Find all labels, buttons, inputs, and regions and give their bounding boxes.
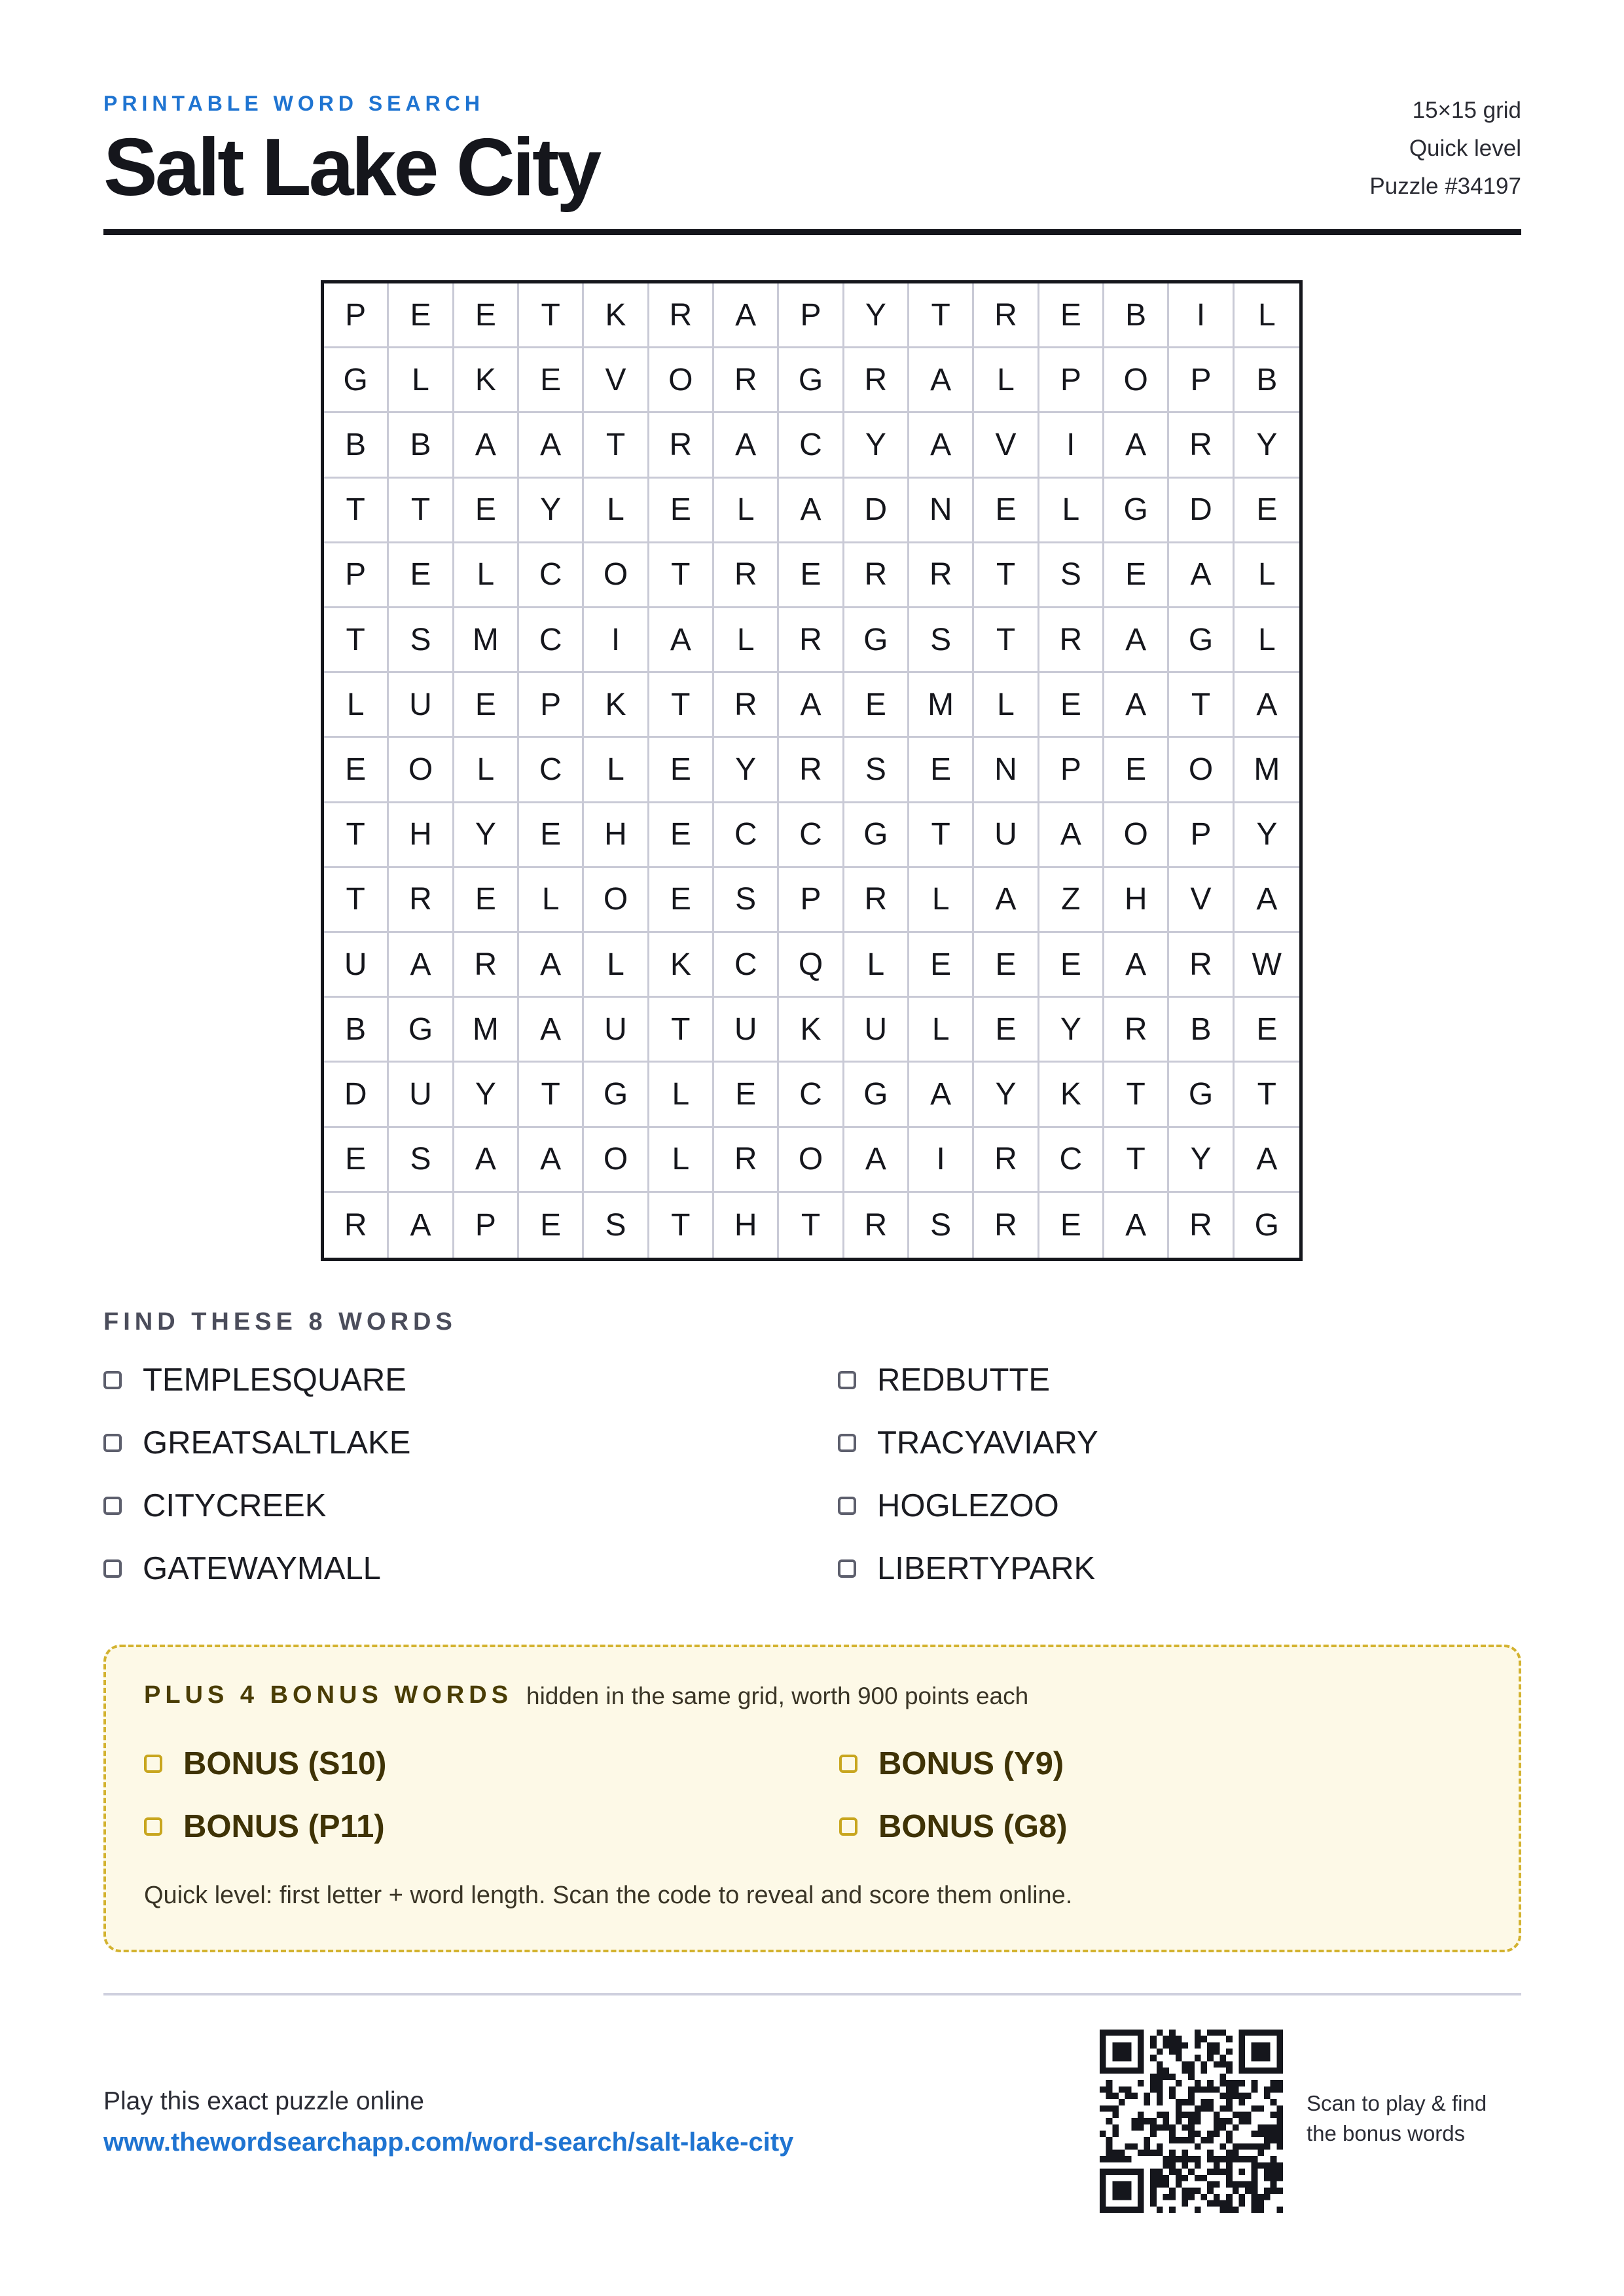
grid-cell[interactable]: B	[1104, 283, 1169, 348]
grid-cell[interactable]: A	[389, 1193, 454, 1258]
level-label: Quick level	[1409, 136, 1521, 161]
page-title: Salt Lake City	[103, 122, 600, 213]
grid-cell[interactable]: U	[584, 998, 649, 1063]
grid-cell[interactable]: D	[1169, 479, 1234, 543]
grid-cell[interactable]: E	[649, 479, 714, 543]
grid-cell[interactable]: S	[909, 608, 974, 673]
grid-cell[interactable]: A	[1104, 673, 1169, 738]
grid-cell[interactable]: L	[454, 543, 519, 608]
grid-cell[interactable]: G	[389, 998, 454, 1063]
grid-cell[interactable]: I	[1039, 413, 1104, 478]
grid-cell[interactable]: K	[584, 283, 649, 348]
grid-cell[interactable]: Z	[1039, 868, 1104, 933]
qr-caption	[1307, 2088, 1487, 2149]
grid-cell[interactable]: A	[389, 933, 454, 998]
grid-cell[interactable]: E	[1039, 673, 1104, 738]
word-label: REDBUTTE	[877, 1362, 1051, 1398]
grid-cell[interactable]: E	[1235, 998, 1299, 1063]
grid-cell[interactable]: W	[1235, 933, 1299, 998]
grid-cell[interactable]: G	[844, 803, 909, 868]
grid-cell[interactable]: E	[649, 803, 714, 868]
grid-cell[interactable]: P	[324, 543, 389, 608]
grid-cell[interactable]: T	[909, 283, 974, 348]
grid-cell[interactable]: K	[584, 673, 649, 738]
grid-cell[interactable]: A	[714, 283, 779, 348]
bonus-label: BONUS (S10)	[183, 1746, 387, 1781]
grid-cell[interactable]: S	[389, 1128, 454, 1193]
grid-cell[interactable]: R	[1039, 608, 1104, 673]
grid-cell[interactable]: K	[649, 933, 714, 998]
footer-divider	[103, 1993, 1521, 1995]
grid-cell[interactable]: L	[454, 738, 519, 803]
grid-cell[interactable]: E	[779, 543, 844, 608]
grid-cell[interactable]: E	[1104, 738, 1169, 803]
word-list-item[interactable]	[838, 1487, 1059, 1524]
grid-cell[interactable]: R	[844, 348, 909, 413]
grid-cell[interactable]: R	[974, 1128, 1039, 1193]
word-label: CITYCREEK	[143, 1488, 327, 1523]
grid-cell[interactable]: E	[909, 933, 974, 998]
grid-cell[interactable]: A	[1104, 413, 1169, 478]
grid-cell[interactable]: T	[909, 803, 974, 868]
word-list-item[interactable]	[838, 1425, 1098, 1461]
grid-cell[interactable]: C	[779, 1063, 844, 1127]
checkbox-icon[interactable]	[838, 1497, 856, 1515]
grid-cell[interactable]: R	[779, 738, 844, 803]
word-list-item[interactable]	[103, 1425, 410, 1461]
word-list-item[interactable]	[838, 1550, 1095, 1587]
checkbox-icon[interactable]	[838, 1434, 856, 1452]
grid-cell[interactable]: O	[584, 543, 649, 608]
grid-cell[interactable]: A	[974, 868, 1039, 933]
grid-cell[interactable]: A	[454, 413, 519, 478]
grid-cell[interactable]: E	[974, 933, 1039, 998]
grid-cell[interactable]: R	[1169, 413, 1234, 478]
grid-cell[interactable]: E	[454, 479, 519, 543]
footer-label: Play this exact puzzle online	[103, 2087, 424, 2115]
grid-cell[interactable]: A	[779, 479, 844, 543]
bonus-label: BONUS (G8)	[878, 1809, 1068, 1844]
grid-cell[interactable]: E	[454, 868, 519, 933]
bonus-panel	[103, 1645, 1521, 1952]
grid-cell[interactable]: C	[1039, 1128, 1104, 1193]
grid-cell[interactable]: A	[1104, 608, 1169, 673]
grid-cell[interactable]: L	[1235, 543, 1299, 608]
grid-cell[interactable]: S	[714, 868, 779, 933]
bonus-item[interactable]	[839, 1808, 1068, 1845]
word-label: HOGLEZOO	[877, 1488, 1059, 1523]
grid-cell[interactable]: E	[974, 479, 1039, 543]
grid-cell[interactable]: E	[324, 1128, 389, 1193]
grid-cell[interactable]: L	[1235, 608, 1299, 673]
grid-cell[interactable]: A	[454, 1128, 519, 1193]
grid-cell[interactable]: M	[909, 673, 974, 738]
grid-cell[interactable]: G	[1254, 1207, 1279, 1243]
grid-cell[interactable]: E	[649, 738, 714, 803]
grid-cell[interactable]: P	[324, 283, 389, 348]
grid-cell[interactable]: R	[649, 283, 714, 348]
grid-cell[interactable]: U	[389, 1063, 454, 1127]
grid-cell[interactable]: E	[454, 673, 519, 738]
grid-cell[interactable]: P	[1169, 803, 1234, 868]
grid-cell[interactable]: R	[909, 543, 974, 608]
grid-cell[interactable]: C	[519, 543, 584, 608]
checkbox-icon[interactable]	[103, 1434, 122, 1452]
grid-cell[interactable]: A	[844, 1128, 909, 1193]
grid-cell[interactable]: V	[584, 348, 649, 413]
grid-cell[interactable]: L	[324, 673, 389, 738]
checkbox-icon[interactable]	[838, 1371, 856, 1389]
grid-cell[interactable]: N	[974, 738, 1039, 803]
grid-cell[interactable]: Y	[844, 413, 909, 478]
grid-cell[interactable]: E	[714, 1063, 779, 1127]
grid-cell[interactable]: Y	[844, 283, 909, 348]
grid-cell[interactable]: G	[1169, 608, 1234, 673]
grid-cell[interactable]: L	[714, 608, 779, 673]
grid-cell[interactable]: A	[519, 413, 584, 478]
puzzle-url-link[interactable]: www.thewordsearchapp.com/word-search/salt-lake-city	[103, 2128, 794, 2157]
grid-cell[interactable]: C	[779, 413, 844, 478]
grid-cell[interactable]: T	[519, 1063, 584, 1127]
checkbox-icon[interactable]	[144, 1755, 162, 1773]
grid-cell[interactable]: T	[974, 543, 1039, 608]
grid-cell[interactable]: T	[389, 479, 454, 543]
word-label: GATEWAYMALL	[143, 1551, 381, 1586]
grid-cell[interactable]: T	[519, 283, 584, 348]
grid-cell[interactable]: H	[1104, 868, 1169, 933]
grid-cell[interactable]: O	[1104, 348, 1169, 413]
grid-cell[interactable]: V	[1169, 868, 1234, 933]
qr-caption-line: Scan to play & find	[1307, 2091, 1487, 2115]
grid-cell[interactable]: K	[779, 998, 844, 1063]
grid-cell[interactable]: B	[324, 998, 389, 1063]
grid-cell[interactable]: A	[714, 413, 779, 478]
grid-cell[interactable]: Y	[519, 479, 584, 543]
grid-cell[interactable]: R	[454, 933, 519, 998]
grid-cell[interactable]: E	[844, 673, 909, 738]
page-header	[103, 92, 1521, 236]
grid-size-label: 15×15 grid	[1412, 98, 1521, 123]
grid-cell[interactable]: C	[714, 803, 779, 868]
grid-cell[interactable]: A	[1104, 1193, 1169, 1258]
grid-cell[interactable]: O	[1169, 738, 1234, 803]
grid-cell[interactable]: A	[1104, 933, 1169, 998]
grid-cell[interactable]: T	[779, 1193, 844, 1258]
grid-cell[interactable]: P	[1039, 348, 1104, 413]
grid-cell[interactable]: U	[324, 933, 389, 998]
grid-cell[interactable]: R	[844, 543, 909, 608]
grid-cell[interactable]: E	[974, 998, 1039, 1063]
grid-cell[interactable]: R	[779, 608, 844, 673]
letter-grid	[321, 280, 1303, 1261]
grid-cell[interactable]: P	[1169, 348, 1234, 413]
grid-cell[interactable]: Y	[454, 803, 519, 868]
checkbox-icon[interactable]	[103, 1559, 122, 1578]
grid-cell[interactable]: L	[909, 868, 974, 933]
grid-cell[interactable]: A	[519, 933, 584, 998]
grid-cell[interactable]: L	[584, 933, 649, 998]
grid-cell[interactable]: T	[649, 998, 714, 1063]
word-label: TEMPLESQUARE	[143, 1362, 406, 1398]
grid-cell[interactable]: R	[714, 543, 779, 608]
grid-cell[interactable]: N	[909, 479, 974, 543]
grid-cell[interactable]: T	[649, 1193, 714, 1258]
grid-cell[interactable]: T	[324, 803, 389, 868]
grid-cell[interactable]: G	[844, 1063, 909, 1127]
bonus-item[interactable]	[144, 1808, 385, 1845]
grid-cell[interactable]: Y	[1169, 1128, 1234, 1193]
grid-cell[interactable]: A	[909, 413, 974, 478]
grid-cell[interactable]: U	[714, 998, 779, 1063]
bonus-item[interactable]	[839, 1745, 1064, 1782]
grid-cell[interactable]: T	[1169, 673, 1234, 738]
grid-cell[interactable]: L	[1039, 479, 1104, 543]
grid-cell[interactable]: R	[844, 868, 909, 933]
grid-cell[interactable]: R	[1169, 933, 1234, 998]
grid-cell[interactable]: E	[389, 283, 454, 348]
grid-cell[interactable]: P	[779, 283, 844, 348]
grid-cell[interactable]: U	[844, 998, 909, 1063]
grid-cell[interactable]: O	[649, 348, 714, 413]
grid-cell[interactable]: U	[974, 803, 1039, 868]
word-list-item[interactable]	[838, 1362, 1050, 1398]
grid-cell[interactable]: A	[1235, 1128, 1299, 1193]
grid-cell[interactable]: R	[974, 1193, 1039, 1258]
grid-cell[interactable]: G	[779, 348, 844, 413]
grid-cell[interactable]: S	[584, 1193, 649, 1258]
word-list-item[interactable]	[103, 1550, 381, 1587]
grid-cell[interactable]: T	[324, 868, 389, 933]
grid-cell[interactable]: T	[324, 608, 389, 673]
grid-cell[interactable]: L	[584, 479, 649, 543]
grid-cell[interactable]: M	[1235, 738, 1299, 803]
grid-cell[interactable]: Q	[779, 933, 844, 998]
grid-cell[interactable]: Y	[1235, 803, 1299, 868]
checkbox-icon[interactable]	[838, 1559, 856, 1578]
grid-cell[interactable]: L	[649, 1063, 714, 1127]
grid-cell[interactable]: G	[1169, 1063, 1234, 1127]
grid-cell[interactable]: B	[324, 413, 389, 478]
grid-cell[interactable]: T	[649, 673, 714, 738]
grid-cell[interactable]: L	[974, 348, 1039, 413]
grid-cell[interactable]: T	[584, 413, 649, 478]
grid-cell[interactable]: V	[974, 413, 1039, 478]
grid-cell[interactable]: A	[1039, 803, 1104, 868]
grid-cell[interactable]: L	[909, 998, 974, 1063]
grid-cell[interactable]: E	[1235, 479, 1299, 543]
grid-cell[interactable]: T	[1104, 1063, 1169, 1127]
grid-cell[interactable]: A	[519, 1128, 584, 1193]
grid-cell[interactable]: R	[1169, 1193, 1234, 1258]
grid-cell[interactable]: R	[714, 673, 779, 738]
grid-cell[interactable]: A	[1235, 673, 1299, 738]
grid-cell[interactable]: A	[1235, 868, 1299, 933]
bonus-label: BONUS (Y9)	[878, 1746, 1064, 1781]
checkbox-icon[interactable]	[839, 1755, 857, 1773]
grid-cell[interactable]: P	[1039, 738, 1104, 803]
grid-cell[interactable]: O	[584, 868, 649, 933]
grid-cell[interactable]: R	[324, 1193, 389, 1258]
grid-cell[interactable]: Y	[974, 1063, 1039, 1127]
grid-cell[interactable]: A	[649, 608, 714, 673]
grid-cell[interactable]: T	[1104, 1128, 1169, 1193]
grid-cell[interactable]: R	[844, 1193, 909, 1258]
grid-cell[interactable]: E	[1039, 1193, 1104, 1258]
bonus-label: BONUS (P11)	[183, 1809, 385, 1844]
grid-cell[interactable]: A	[1169, 543, 1234, 608]
page-kicker: PRINTABLE WORD SEARCH	[103, 92, 484, 115]
grid-cell[interactable]: E	[1039, 283, 1104, 348]
grid-cell[interactable]: Y	[1039, 998, 1104, 1063]
grid-cell[interactable]: R	[649, 413, 714, 478]
bonus-heading: PLUS 4 BONUS WORDS	[144, 1681, 513, 1709]
grid-cell[interactable]: E	[519, 348, 584, 413]
grid-cell[interactable]: E	[324, 738, 389, 803]
grid-cell[interactable]: O	[584, 1128, 649, 1193]
grid-cell[interactable]: L	[1235, 283, 1299, 348]
grid-cell[interactable]: C	[519, 608, 584, 673]
word-label: TRACYAVIARY	[877, 1425, 1098, 1461]
grid-cell[interactable]: E	[389, 543, 454, 608]
grid-cell[interactable]: A	[909, 1063, 974, 1127]
grid-cell[interactable]: T	[1235, 1063, 1299, 1127]
grid-cell[interactable]: B	[1235, 348, 1299, 413]
grid-cell[interactable]: M	[454, 998, 519, 1063]
checkbox-icon[interactable]	[144, 1817, 162, 1836]
grid-cell[interactable]: R	[714, 348, 779, 413]
grid-cell[interactable]: Y	[714, 738, 779, 803]
grid-cell[interactable]: E	[519, 803, 584, 868]
grid-cell[interactable]: E	[649, 868, 714, 933]
qr-caption-line: the bonus words	[1307, 2121, 1466, 2145]
grid-cell[interactable]: L	[974, 673, 1039, 738]
grid-cell[interactable]: E	[519, 1193, 584, 1258]
word-list-item[interactable]	[103, 1487, 326, 1524]
grid-cell[interactable]: I	[584, 608, 649, 673]
grid-cell[interactable]: I	[1169, 283, 1234, 348]
grid-cell[interactable]: R	[389, 868, 454, 933]
grid-cell[interactable]: L	[389, 348, 454, 413]
word-label: LIBERTYPARK	[877, 1551, 1096, 1586]
grid-cell[interactable]: P	[519, 673, 584, 738]
qr-code-icon[interactable]	[1100, 2030, 1283, 2213]
grid-cell[interactable]: E	[1104, 543, 1169, 608]
grid-cell[interactable]: L	[714, 479, 779, 543]
grid-cell[interactable]: Y	[1235, 413, 1299, 478]
grid-cell[interactable]: R	[974, 283, 1039, 348]
grid-cell[interactable]: E	[909, 738, 974, 803]
grid-cell[interactable]: C	[779, 803, 844, 868]
bonus-item[interactable]	[144, 1745, 386, 1782]
grid-cell[interactable]: R	[714, 1128, 779, 1193]
bonus-note: Quick level: first letter + word length. Scan the code to reveal and score them online.	[144, 1882, 1073, 1909]
grid-cell[interactable]: P	[454, 1193, 519, 1258]
grid-cell[interactable]: H	[389, 803, 454, 868]
grid-cell[interactable]: C	[519, 738, 584, 803]
grid-cell[interactable]: S	[389, 608, 454, 673]
grid-cell[interactable]: B	[389, 413, 454, 478]
grid-cell[interactable]: S	[909, 1193, 974, 1258]
grid-cell[interactable]: H	[584, 803, 649, 868]
checkbox-icon[interactable]	[839, 1817, 857, 1836]
grid-cell[interactable]: A	[909, 348, 974, 413]
grid-cell[interactable]: G	[844, 608, 909, 673]
word-list-heading: FIND THESE 8 WORDS	[103, 1308, 457, 1336]
grid-cell[interactable]: K	[1039, 1063, 1104, 1127]
header-divider	[103, 229, 1521, 235]
grid-cell[interactable]: O	[1104, 803, 1169, 868]
puzzle-id-label: Puzzle #34197	[1369, 173, 1521, 199]
grid-cell[interactable]: E	[1039, 933, 1104, 998]
grid-cell[interactable]: A	[519, 998, 584, 1063]
bonus-subheading: hidden in the same grid, worth 900 points each	[526, 1683, 1029, 1709]
grid-cell[interactable]: M	[454, 608, 519, 673]
grid-cell[interactable]: A	[779, 673, 844, 738]
grid-cell[interactable]: B	[1169, 998, 1234, 1063]
word-list-item[interactable]	[103, 1362, 406, 1398]
grid-cell[interactable]: L	[519, 868, 584, 933]
grid-cell[interactable]: L	[844, 933, 909, 998]
grid-cell[interactable]: E	[454, 283, 519, 348]
grid-cell[interactable]: T	[324, 479, 389, 543]
grid-cell[interactable]: S	[844, 738, 909, 803]
grid-cell[interactable]: L	[584, 738, 649, 803]
grid-cell[interactable]: C	[714, 933, 779, 998]
grid-cell[interactable]: H	[714, 1193, 779, 1258]
grid-cell[interactable]: G	[584, 1063, 649, 1127]
grid-cell[interactable]: D	[324, 1063, 389, 1127]
grid-cell[interactable]: I	[909, 1128, 974, 1193]
grid-cell[interactable]: R	[1104, 998, 1169, 1063]
grid-cell[interactable]: U	[389, 673, 454, 738]
grid-cell[interactable]: L	[649, 1128, 714, 1193]
grid-cell[interactable]: Y	[454, 1063, 519, 1127]
grid-cell[interactable]: S	[1039, 543, 1104, 608]
puzzle-meta	[1369, 92, 1521, 206]
checkbox-icon[interactable]	[103, 1497, 122, 1515]
grid-cell[interactable]: P	[779, 868, 844, 933]
checkbox-icon[interactable]	[103, 1371, 122, 1389]
grid-cell[interactable]: K	[454, 348, 519, 413]
grid-cell[interactable]: G	[324, 348, 389, 413]
grid-cell[interactable]: O	[389, 738, 454, 803]
grid-cell[interactable]: T	[649, 543, 714, 608]
word-label: GREATSALTLAKE	[143, 1425, 411, 1461]
grid-cell[interactable]: G	[1104, 479, 1169, 543]
grid-cell[interactable]: D	[844, 479, 909, 543]
grid-cell[interactable]: O	[779, 1128, 844, 1193]
grid-cell[interactable]: T	[974, 608, 1039, 673]
